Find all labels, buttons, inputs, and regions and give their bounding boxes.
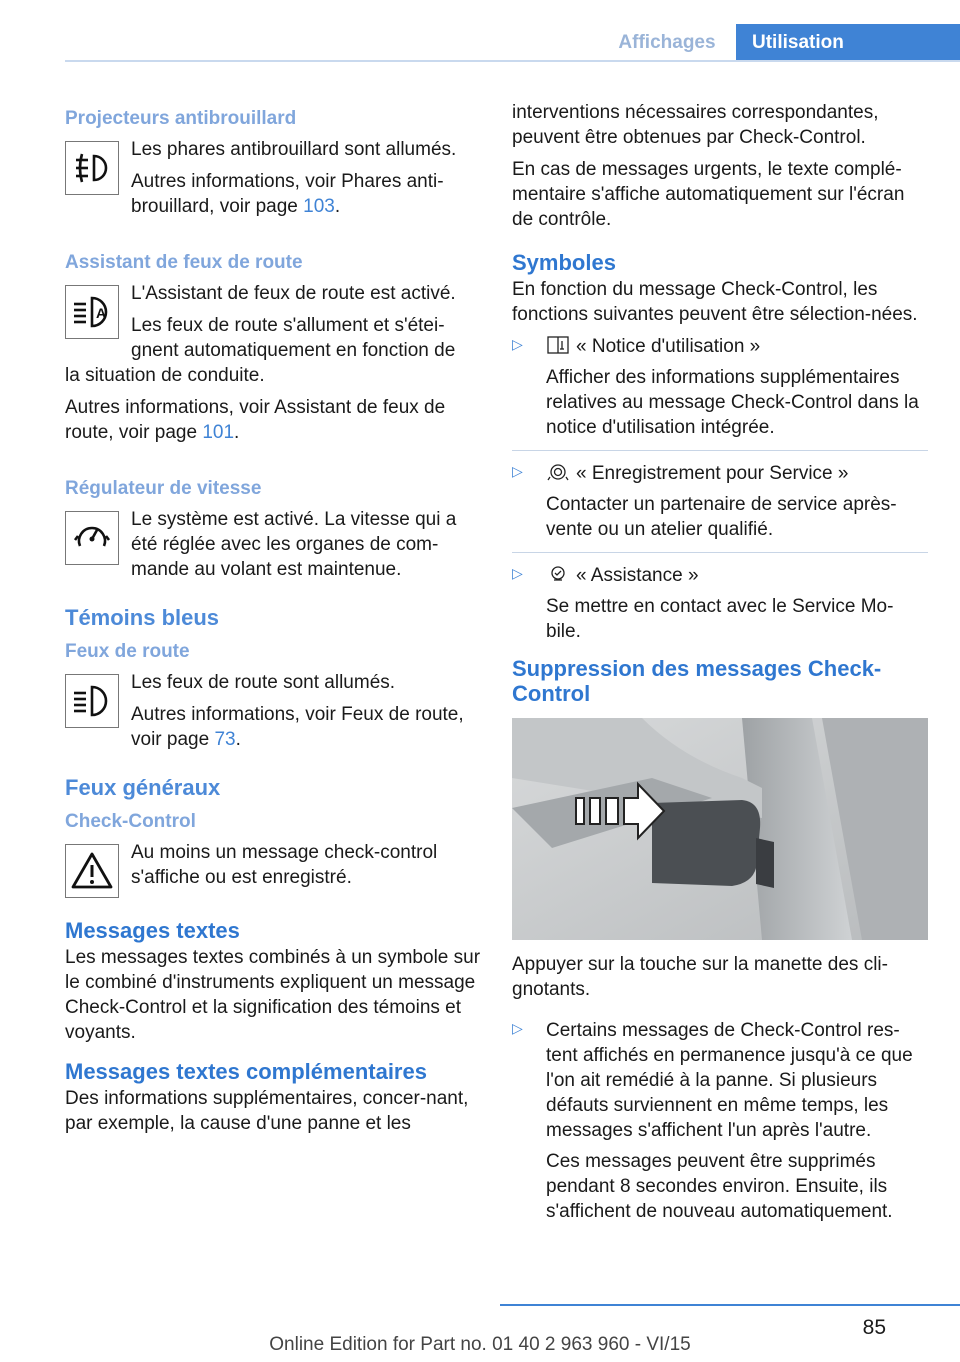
high-beam-assist-title: Assistant de feux de route: [65, 252, 303, 273]
bullet-triangle-icon: ▷: [512, 463, 523, 479]
page-link-73[interactable]: 73: [214, 729, 236, 750]
check-control-title: Check-Control: [65, 811, 196, 832]
fog-light-icon: [65, 141, 119, 195]
list-item: [512, 563, 928, 644]
header-rule: [65, 60, 960, 62]
service-desc: Contacter un partenaire de service après-vente ou un atelier qualifié.: [546, 494, 897, 540]
additional-text-messages-heading: Messages textes complémentaires: [65, 1059, 427, 1084]
high-beam-text: Les feux de route sont allumés.: [131, 672, 396, 693]
high-beam-icon: [65, 674, 119, 728]
fog-lights-text: Les phares antibrouillard sont allumés.: [131, 139, 457, 160]
general-lights-heading: Feux généraux: [65, 775, 221, 800]
service-icon: [546, 462, 570, 482]
page-link-103[interactable]: 103: [303, 196, 335, 217]
right-column: [512, 100, 928, 1234]
urgent-messages-text: En cas de messages urgents, le texte complé-mentaire s'affiche automatiquement sur l'écran de contrôle.: [512, 159, 905, 230]
high-beam-more: Autres informations, voir Feux de route, voir page 73.: [131, 704, 464, 750]
manual-icon: [546, 335, 570, 355]
edition-footer: Online Edition for Part no. 01 40 2 963 960 - VI/15: [269, 1334, 691, 1355]
assistance-icon: [546, 564, 570, 584]
fog-lights-more: Autres informations, voir Phares anti-brouillard, voir page 103.: [131, 171, 444, 217]
cruise-control-block: [65, 507, 483, 582]
high-beam-assist-more: Autres informations, voir Assistant de feux de route, voir page 101.: [65, 397, 446, 443]
symbols-list: [512, 334, 928, 644]
high-beam-assist-desc: Les feux de route s'allument et s'étei-gnent automatiquement en fonction de: [131, 315, 456, 361]
delete-duration-text: Ces messages peuvent être supprimés pendant 8 secondes environ. Ensuite, ils s'affichent de nouveau automatiquement.: [546, 1151, 893, 1222]
delete-messages-heading: Suppression des messages Check-Control: [512, 656, 882, 706]
text-messages-text: Les messages textes combinés à un symbole sur le combiné d'instruments expliquent un message Check-Control et la signification des témoins et voyants.: [65, 947, 481, 1043]
list-item: [512, 1018, 928, 1224]
chapter-tab[interactable]: Utilisation: [736, 24, 960, 62]
turn-signal-caption: Appuyer sur la touche sur la manette des cli-gnotants.: [512, 954, 888, 1000]
additional-text-messages-text: Des informations supplémentaires, concer-nant, par exemple, la cause d'une panne et les: [65, 1088, 469, 1134]
bullet-triangle-icon: ▷: [512, 565, 523, 581]
footer-rule: [500, 1304, 960, 1306]
section-tab[interactable]: Affichages: [618, 32, 716, 53]
list-divider: [512, 450, 928, 451]
list-item: [512, 461, 928, 542]
continued-text: interventions nécessaires correspondantes, peuvent être obtenues par Check-Control.: [512, 102, 879, 148]
symbols-intro: En fonction du message Check-Control, les fonctions suivantes peuvent être sélection-nées.: [512, 279, 918, 325]
fog-lights-block: [65, 137, 483, 219]
bullet-triangle-icon: ▷: [512, 1020, 523, 1036]
check-control-text: Au moins un message check-control s'affiche ou est enregistré.: [131, 842, 438, 888]
warning-triangle-icon: [65, 844, 119, 898]
delete-list: [512, 1018, 928, 1224]
manual-desc: Afficher des informations supplémentaires relatives au message Check-Control dans la notice d'utilisation intégrée.: [546, 367, 919, 438]
high-beam-title: Feux de route: [65, 641, 190, 662]
manual-label[interactable]: « Notice d'utilisation »: [576, 336, 761, 357]
high-beam-block: [65, 670, 483, 752]
cruise-control-icon: [65, 511, 119, 565]
left-column: [65, 100, 483, 1143]
assistance-label[interactable]: « Assistance »: [576, 565, 699, 586]
cruise-control-text: Le système est activé. La vitesse qui a été réglée avec les organes de com-mande au volant est maintenue.: [131, 509, 457, 580]
cruise-control-title: Régulateur de vitesse: [65, 478, 262, 499]
list-divider: [512, 552, 928, 553]
page-link-101[interactable]: 101: [202, 422, 235, 443]
service-label[interactable]: « Enregistrement pour Service »: [576, 463, 849, 484]
bullet-triangle-icon: ▷: [512, 336, 523, 352]
check-control-block: [65, 840, 483, 896]
persistent-messages-text: Certains messages de Check-Control res-tent affichés en permanence jusqu'à ce que l'on ait remédié à la panne. Si plusieurs défauts surviennent en même temps, les messages s'affichent l'un après l'autre.: [546, 1020, 913, 1141]
svg-text:A: A: [96, 305, 107, 321]
high-beam-assist-icon: [65, 285, 119, 339]
page-number: 85: [862, 1316, 886, 1339]
fog-lights-title: Projecteurs antibrouillard: [65, 108, 297, 129]
high-beam-assist-desc-cont: la situation de conduite.: [65, 365, 265, 386]
turn-signal-stalk-image: [512, 718, 928, 940]
assistance-desc: Se mettre en contact avec le Service Mo-bile.: [546, 596, 894, 642]
text-messages-heading: Messages textes: [65, 918, 240, 943]
high-beam-assist-text: L'Assistant de feux de route est activé.: [131, 283, 456, 304]
blue-indicators-heading: Témoins bleus: [65, 605, 220, 630]
high-beam-assist-block: [65, 281, 483, 363]
list-item: [512, 334, 928, 440]
symbols-heading: Symboles: [512, 250, 616, 275]
